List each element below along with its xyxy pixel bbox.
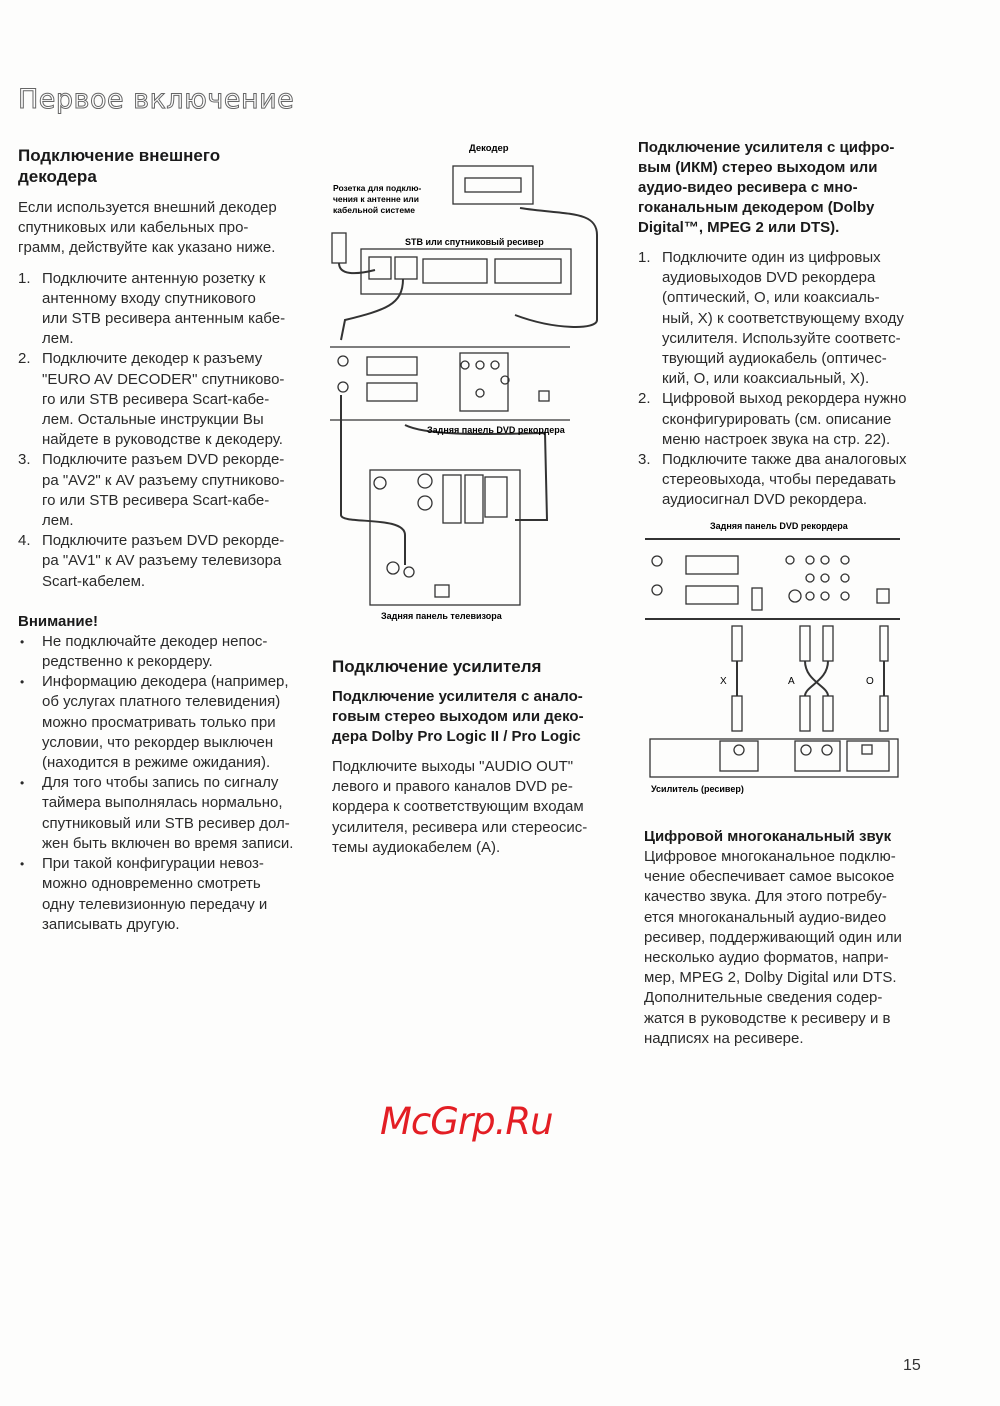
- text-line: ра "AV2" к AV разъему спутниково-: [42, 471, 285, 489]
- text-line: го или STB ресивера Scart-кабе-: [42, 390, 270, 408]
- text-line: сконфигурировать (см. описание: [662, 410, 892, 428]
- text-line: Не подключайте декодер непос-: [42, 632, 268, 650]
- text-line: Информацию декодера (например,: [42, 673, 289, 691]
- step-number: 4.: [18, 532, 31, 550]
- multichannel-section: [644, 827, 934, 1049]
- decoder-connection-diagram: [325, 135, 610, 630]
- text-line: условии, что рекордер выключен: [42, 733, 274, 751]
- text-line: Подключите выходы "AUDIO OUT": [332, 758, 574, 775]
- warning-list: [18, 632, 308, 935]
- text-line: таймера выполнялась нормально,: [42, 794, 283, 812]
- text-line: Подключите декодер к разъему: [42, 350, 263, 368]
- text-line: дера Dolby Pro Logic II / Pro Logic: [332, 728, 581, 745]
- left-column: [18, 145, 308, 935]
- text-line: аудиовыходов DVD рекордера: [662, 269, 876, 287]
- analog-subheading: [332, 687, 622, 747]
- text-line: ра "AV1" к AV разъему телевизора: [42, 552, 282, 570]
- text-line: "EURO AV DECODER" спутниково-: [42, 370, 285, 388]
- step-number: 1.: [18, 269, 31, 287]
- decoder-scart: [465, 178, 521, 192]
- text-line: говым стерео выходом или деко-: [332, 708, 584, 725]
- right-column: [638, 138, 928, 511]
- text-line: качество звука. Для этого потребу-: [644, 888, 887, 906]
- text-line: найдете в руководстве к декодеру.: [42, 431, 283, 449]
- step-number: 3.: [18, 451, 31, 469]
- text-line: темы аудиокабелем (А).: [332, 838, 501, 856]
- text-line: жатся в руководстве к ресиверу и в: [644, 1009, 891, 1027]
- text-line: лем.: [42, 512, 74, 530]
- multichannel-body: [644, 847, 934, 1049]
- step-number: 3.: [638, 451, 651, 469]
- text-line: Для того чтобы запись по сигналу: [42, 774, 279, 792]
- analog-body: [332, 757, 622, 858]
- multichannel-heading: Цифровой многоканальный звук: [644, 828, 892, 845]
- decoder-intro: [18, 198, 308, 259]
- text-line: кий, O, или коаксиальный, X).: [662, 370, 870, 388]
- step-number: 1.: [638, 249, 651, 266]
- cable-a-label: A: [788, 676, 795, 687]
- text-line: Подключите один из цифровых: [662, 249, 881, 266]
- cable-o-label: O: [866, 676, 874, 687]
- text-line: надписях на ресивере.: [644, 1029, 804, 1047]
- text-line: одну телевизионную передачу и: [42, 895, 268, 913]
- list-item: [18, 531, 308, 592]
- warning-item: [18, 773, 308, 854]
- digital-heading: [638, 138, 928, 238]
- warning-item: [18, 854, 308, 935]
- text-line: Цифровое многоканальное подклю-: [644, 848, 896, 865]
- text-line: Подключите также два аналоговых: [662, 451, 907, 469]
- step-number: 2.: [18, 350, 31, 368]
- text-line: усилителя. Используйте соответс-: [662, 329, 901, 347]
- text-line: левого и правого каналов DVD ре-: [332, 778, 573, 796]
- text-line: редственно к рекордеру.: [42, 653, 213, 671]
- text-line: можно одновременно смотреть: [42, 875, 261, 893]
- text-line: Подключите антенную розетку к: [42, 269, 266, 287]
- text-line: (находится в режиме ожидания).: [42, 754, 271, 772]
- text-line: можно просматривать только при: [42, 713, 276, 731]
- text-line: Цифровой выход рекордера нужно: [662, 390, 907, 408]
- decoder-heading: [18, 145, 308, 187]
- antenna-label-line: Розетка для подклю-: [333, 183, 422, 193]
- text-line: меню настроек звука на стр. 22).: [662, 430, 891, 448]
- list-item: [18, 269, 308, 350]
- amplifier-heading: Подключение усилителя: [332, 657, 542, 676]
- decoder-label: Декодер: [469, 143, 509, 154]
- text-line: (оптический, O, или коаксиаль-: [662, 289, 880, 307]
- antenna-socket: [332, 233, 346, 263]
- tv-rear-label: Задняя панель телевизора: [381, 611, 502, 621]
- text-line: го или STB ресивера Scart-кабе-: [42, 491, 270, 509]
- warning-heading: Внимание!: [18, 612, 98, 630]
- text-line: об услугах платного телевидения): [42, 693, 281, 711]
- text-line: спутниковых или кабельных про-: [18, 219, 249, 237]
- amplifier-section: [332, 656, 622, 858]
- list-item: [638, 389, 928, 450]
- cable-x-plug: [732, 626, 742, 661]
- text-line: Digital™, MPEG 2 или DTS).: [638, 219, 840, 236]
- antenna-label-line: чения к антенне или: [333, 194, 419, 204]
- page-number: 15: [903, 1357, 921, 1374]
- text-line: лем. Остальные инструкции Вы: [42, 411, 264, 429]
- text-line: несколько аудио форматов, напри-: [644, 949, 889, 967]
- text-line: Scart-кабелем.: [42, 572, 146, 590]
- heading-line: Подключение внешнего: [18, 146, 221, 165]
- text-line: лем.: [42, 330, 74, 348]
- warning-item: [18, 632, 308, 672]
- text-line: Подключение усилителя с цифро-: [638, 139, 895, 156]
- text-line: чение обеспечивает самое высокое: [644, 868, 895, 886]
- amplifier-connection-diagram: [640, 516, 910, 801]
- text-line: Подключите разъем DVD рекорде-: [42, 532, 285, 550]
- decoder-steps: [18, 269, 308, 592]
- text-line: аудио-видео ресивера с мно-: [638, 179, 858, 196]
- text-line: Если используется внешний декодер: [18, 199, 277, 216]
- text-line: спутниковый или STB ресивер дол-: [42, 814, 290, 832]
- list-item: [18, 450, 308, 531]
- bullet-icon: •: [20, 776, 25, 791]
- list-item: [638, 450, 928, 511]
- text-line: мер, MPEG 2, Dolby Digital или DTS.: [644, 969, 897, 987]
- text-line: жен быть включен во время записи.: [42, 834, 294, 852]
- heading-line: декодера: [18, 167, 97, 186]
- text-line: записывать другую.: [42, 915, 180, 933]
- text-line: Подключите разъем DVD рекорде-: [42, 451, 285, 469]
- text-line: Дополнительные сведения содер-: [644, 989, 883, 1007]
- cable-x-label: X: [720, 676, 727, 687]
- text-line: грамм, действуйте как указано ниже.: [18, 239, 276, 257]
- amplifier-label: Усилитель (ресивер): [651, 784, 744, 794]
- stb-box: [361, 249, 571, 294]
- digital-steps: [638, 248, 928, 511]
- step-number: 2.: [638, 390, 651, 408]
- text-line: ный, X) к соответствующему входу: [662, 309, 904, 327]
- text-line: антенному входу спутникового: [42, 289, 256, 307]
- bullet-icon: •: [20, 675, 25, 690]
- stb-label: STB или спутниковый ресивер: [405, 237, 544, 247]
- warning-item: [18, 672, 308, 773]
- text-line: усилителя, ресивера или стереосис-: [332, 818, 588, 836]
- watermark: McGrp.Ru: [380, 1100, 553, 1143]
- text-line: твующий аудиокабель (оптичес-: [662, 350, 887, 368]
- text-line: кордера к соответствующим входам: [332, 798, 584, 816]
- antenna-label-line: кабельной системе: [333, 205, 415, 215]
- text-line: стереовыхода, чтобы передавать: [662, 471, 896, 489]
- list-item: [18, 349, 308, 450]
- text-line: ресивер, поддерживающий один или: [644, 928, 902, 946]
- dvd-rear-label-2: Задняя панель DVD рекордера: [710, 521, 848, 531]
- text-line: вым (ИКМ) стерео выходом или: [638, 159, 878, 176]
- list-item: [638, 248, 928, 389]
- dvd-rear-label: Задняя панель DVD рекордера: [427, 425, 565, 435]
- text-line: гоканальным декодером (Dolby: [638, 199, 875, 216]
- text-line: При такой конфигурации невоз-: [42, 855, 264, 873]
- text-line: ется многоканальный аудио-видео: [644, 908, 887, 926]
- bullet-icon: •: [20, 857, 25, 872]
- page-title: Первое включение: [18, 84, 295, 115]
- text-line: или STB ресивера антенным кабе-: [42, 310, 286, 328]
- bullet-icon: •: [20, 634, 25, 649]
- text-line: Подключение усилителя с анало-: [332, 688, 583, 705]
- text-line: аудиосигнал DVD рекордера.: [662, 491, 868, 509]
